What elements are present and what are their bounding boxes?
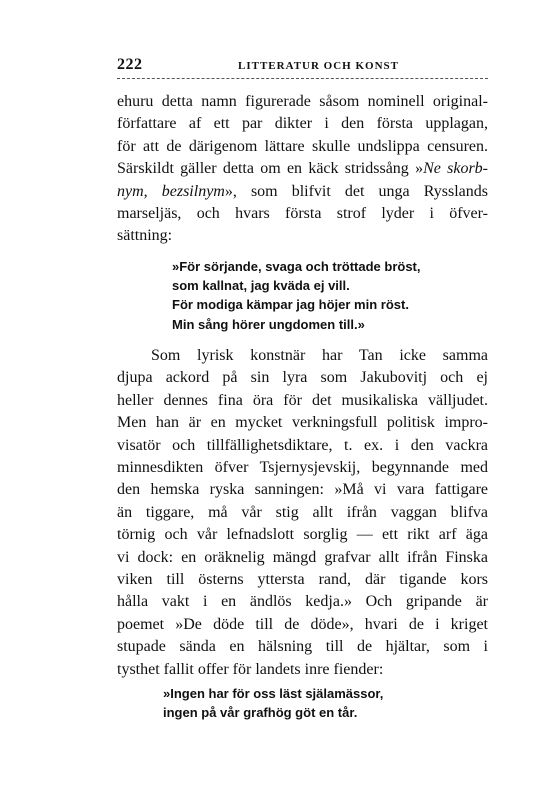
text-line: viken till österns yttersta rand, där tigande kors [117,571,488,589]
text-line: ehuru detta namn figurerade såsom nominell original- [117,93,488,110]
text-line: Som lyrisk konstnär har Tan icke samma [151,347,488,364]
text-line: hålla vakt i en ändlös kedja.» Och gripande är [117,593,488,611]
text-line: tysthet fallit offer för landets inre fiender: [117,660,384,678]
text-line: djupa ackord på sin lyra som Jakubovitj och ej [117,369,488,387]
running-title: LITTERATUR OCH KONST [238,60,399,72]
verse-quote-2 [163,684,383,722]
verse-line: »Ingen har för oss läst själamässor, [163,686,384,701]
text-line: sättning: [117,227,173,245]
page-header [117,56,489,78]
header-rule [117,78,488,79]
verse-line: För modiga kämpar jag höjer min röst. [172,297,409,313]
text-line: visatör och tillfällighetsdiktare, t. ex. i den vackra [117,436,488,454]
text-line: heller dennes fina öra för det musikaliska välljudet. [117,391,488,409]
paragraph-1 [117,91,488,248]
italic-title: nym, bezsilnym [117,182,225,200]
text-line: törnig och vår lefnadslott sorglig — ett rikt arf äga [117,526,488,544]
text-line: Men han är en mycket verkningsfull politisk impro- [117,414,488,432]
verse-line: Min sång hörer ungdomen till.» [172,316,365,332]
text-line: än tiggare, må vår stig allt ifrån vaggan blifva [117,503,488,521]
verse-line: ingen på vår grafhög göt en tår. [163,705,358,721]
text-line: minnesdikten öfver Tsjernysjevskij, begynnande med [117,459,488,477]
italic-title: Ne skorb- [423,160,489,178]
text-line [117,158,488,180]
text-line: den hemska ryska sanningen: »Må vi vara fattigare [117,481,488,499]
paragraph-2 [117,345,488,681]
text-segment: », som blifvit det unga Rysslands [224,182,489,200]
verse-line: »För sörjande, svaga och tröttade bröst, [172,259,421,274]
text-line: stupade sända en hälsning till de hjältar, som i [117,638,488,656]
text-line: vi dock: en oräknelig mängd grafvar allt ifrån Finska [117,548,488,566]
text-line: författare af ett par dikter i den första upplagan, [117,115,488,133]
text-line: marseljäs, och hvars första strof lyder i öfver- [117,205,488,223]
text-line [117,181,488,203]
text-segment: Särskildt gäller detta om en käck stridssång » [117,160,424,178]
text-line: för att de därigenom lättare skulle undslippa censuren. [117,137,488,155]
verse-line: som kallnat, jag kväda ej vill. [172,278,350,294]
page-number: 222 [117,56,143,73]
text-line: poemet »De döde till de döde», hvari de i kriget [117,615,488,633]
verse-quote-1 [172,257,421,334]
